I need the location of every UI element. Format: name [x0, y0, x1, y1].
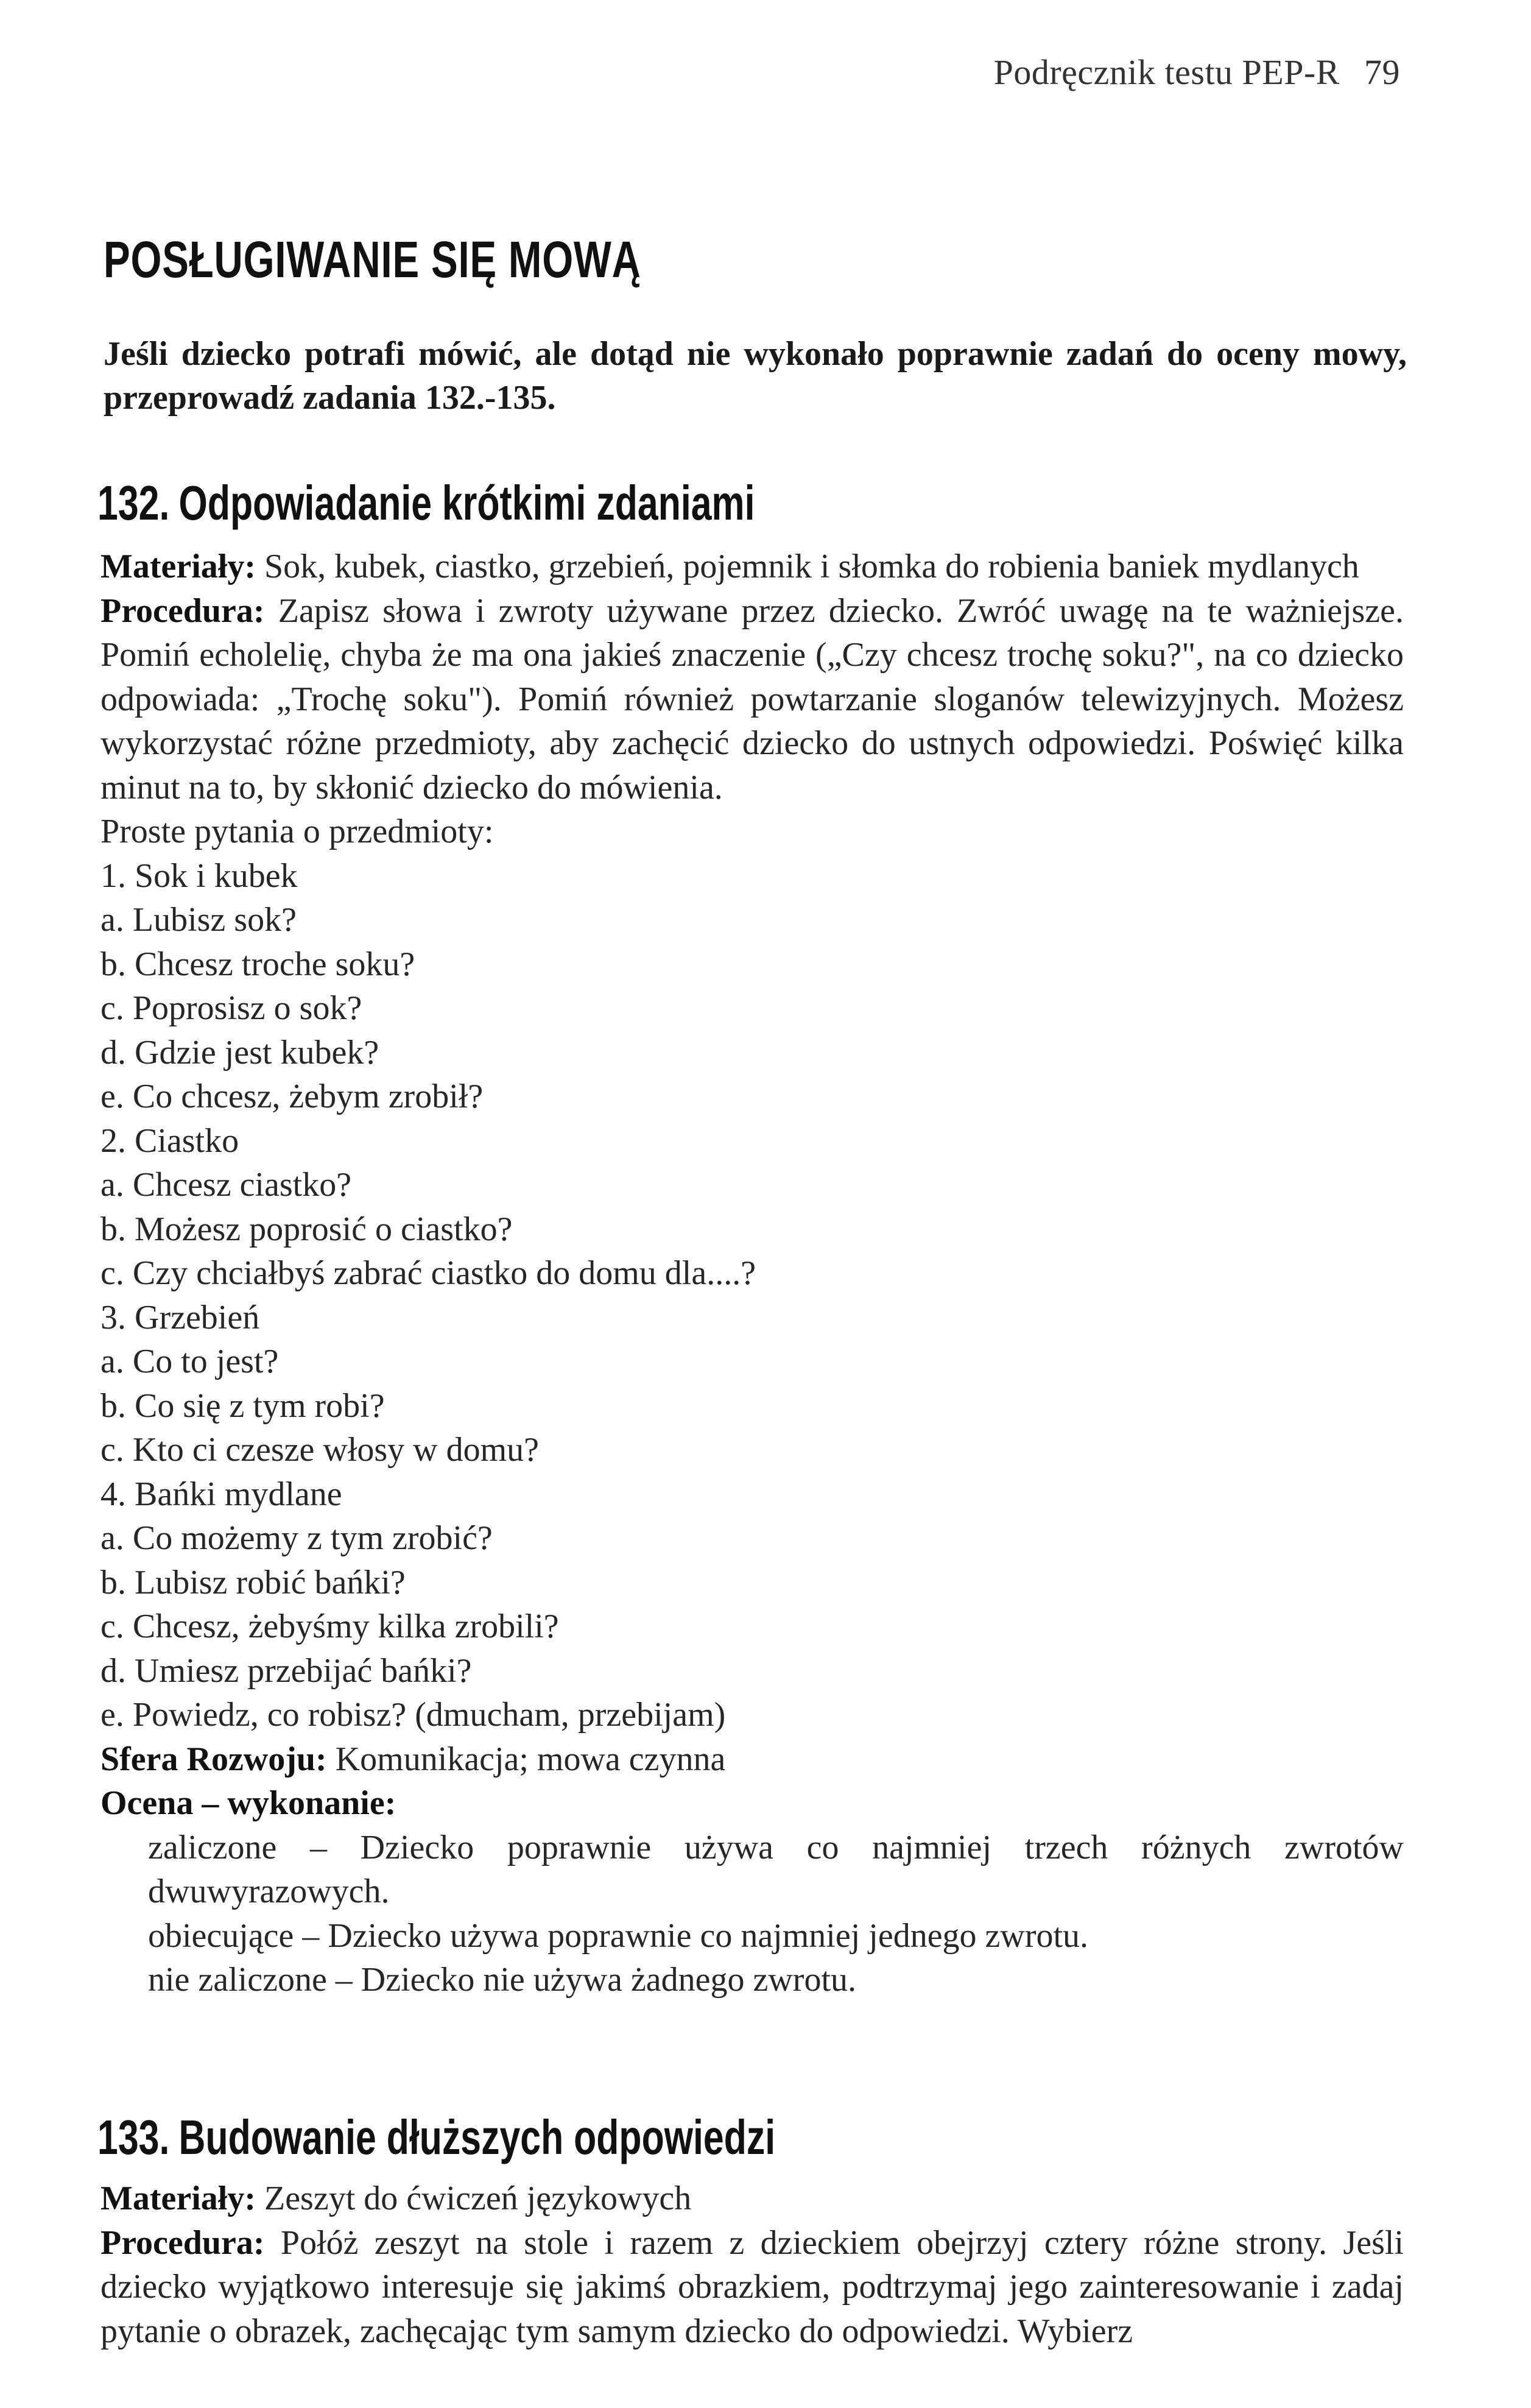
- scoring-failed: nie zaliczone – Dziecko nie używa żadnego zwrotu.: [148, 1961, 857, 1999]
- question-line: b. Co się z tym robi?: [100, 1386, 385, 1425]
- questions-intro: Proste pytania o przedmioty:: [100, 813, 494, 850]
- procedure-label: Procedura:: [100, 2223, 265, 2262]
- procedure-text: Zapisz słowa i zwroty używane przez dziecko. Zwróć uwagę na te ważniejsze. Pomiń echolelię, chyba że ma ona jakieś znaczenie („Czy chcesz trochę soku?", na co dziecko odpowiada: „Trochę soku"). Pomiń również powtarzanie sloganów telewizyjnych. Możesz wykorzystać różne przedmioty, aby zachęcić dziecko do ustnych odpowiedzi. Poświęć kilka minut na to, by skłonić dziecko do mówienia.: [100, 591, 1404, 807]
- question-line: a. Co możemy z tym zrobić?: [100, 1519, 493, 1557]
- question-line: c. Poprosisz o sok?: [100, 989, 362, 1027]
- question-line: b. Lubisz robić bańki?: [100, 1563, 406, 1601]
- item-133-number: 133.: [97, 2110, 170, 2164]
- question-line: e. Powiedz, co robisz? (dmucham, przebijam): [100, 1696, 726, 1734]
- page-number: 79: [1364, 52, 1400, 92]
- question-line: a. Lubisz sok?: [100, 901, 297, 939]
- running-title: Podręcznik testu PEP-R: [993, 52, 1340, 92]
- question-line: 1. Sok i kubek: [100, 856, 298, 895]
- question-line: e. Co chcesz, żebym zrobił?: [100, 1078, 484, 1115]
- item-132-number: 132.: [97, 476, 170, 530]
- questions-list: [100, 854, 1404, 1737]
- materials-label: Materiały:: [100, 2180, 256, 2217]
- item-133-materials: [100, 2177, 1404, 2221]
- procedure-text: Połóż zeszyt na stole i razem z dzieckiem obejrzyj cztery różne strony. Jeśli dziecko wyjątkowo interesuje się jakimś obrazkiem, podtrzymaj jego zainteresowanie i zadaj pytanie o obrazek, zachęcając tym samym dziecko do odpowiedzi. Wybierz: [100, 2223, 1404, 2350]
- scoring-emerging: obiecujące – Dziecko używa poprawnie co najmniej jednego zwrotu.: [148, 1916, 1089, 1955]
- procedure-label: Procedura:: [100, 591, 265, 630]
- item-133-body: [100, 2177, 1404, 2353]
- question-line: c. Chcesz, żebyśmy kilka zrobili?: [100, 1608, 559, 1645]
- sphere-text: Komunikacja; mowa czynna: [335, 1740, 726, 1778]
- item-132-sphere: [100, 1737, 1404, 1782]
- question-line: c. Kto ci czesze włosy w domu?: [100, 1431, 539, 1469]
- question-line: d. Gdzie jest kubek?: [100, 1033, 379, 1072]
- item-132-title: [97, 475, 755, 531]
- item-133-procedure: [100, 2221, 1404, 2354]
- sphere-label: Sfera Rozwoju:: [100, 1740, 327, 1778]
- item-132-materials: [100, 545, 1404, 589]
- question-line: 3. Grzebień: [100, 1298, 260, 1336]
- question-line: b. Chcesz troche soku?: [100, 945, 415, 983]
- scoring-passed: zaliczone – Dziecko poprawnie używa co najmniej trzech różnych zwrotów dwuwyrazowych.: [148, 1828, 1404, 1910]
- item-132-procedure: [100, 589, 1404, 810]
- item-132-body: [100, 545, 1404, 2002]
- running-header: [994, 52, 1400, 93]
- question-line: a. Chcesz ciastko?: [100, 1166, 352, 1204]
- scoring-label: Ocena – wykonanie:: [100, 1784, 396, 1822]
- item-132-title-text: Odpowiadanie krótkimi zdaniami: [178, 476, 755, 530]
- question-line: 2. Ciastko: [100, 1121, 239, 1160]
- item-133-title: [97, 2110, 775, 2166]
- section-intro: Jeśli dziecko potrafi mówić, ale dotąd nie wykonało poprawnie zadań do oceny mowy, przeprowadź zadania 132.-135.: [104, 335, 1407, 417]
- materials-text: Sok, kubek, ciastko, grzebień, pojemnik i słomka do robienia baniek mydlanych: [264, 548, 1359, 585]
- question-line: d. Umiesz przebijać bańki?: [100, 1651, 472, 1690]
- materials-text: Zeszyt do ćwiczeń językowych: [264, 2180, 692, 2217]
- materials-label: Materiały:: [100, 548, 256, 585]
- question-line: b. Możesz poprosić o ciastko?: [100, 1210, 513, 1248]
- question-line: 4. Bańki mydlane: [100, 1475, 342, 1513]
- question-line: c. Czy chciałbyś zabrać ciastko do domu dla....?: [100, 1254, 756, 1292]
- section-title: POSŁUGIWANIE SIĘ MOWĄ: [104, 231, 641, 288]
- question-line: a. Co to jest?: [100, 1343, 279, 1380]
- item-133-title-text: Budowanie dłuższych odpowiedzi: [178, 2110, 776, 2164]
